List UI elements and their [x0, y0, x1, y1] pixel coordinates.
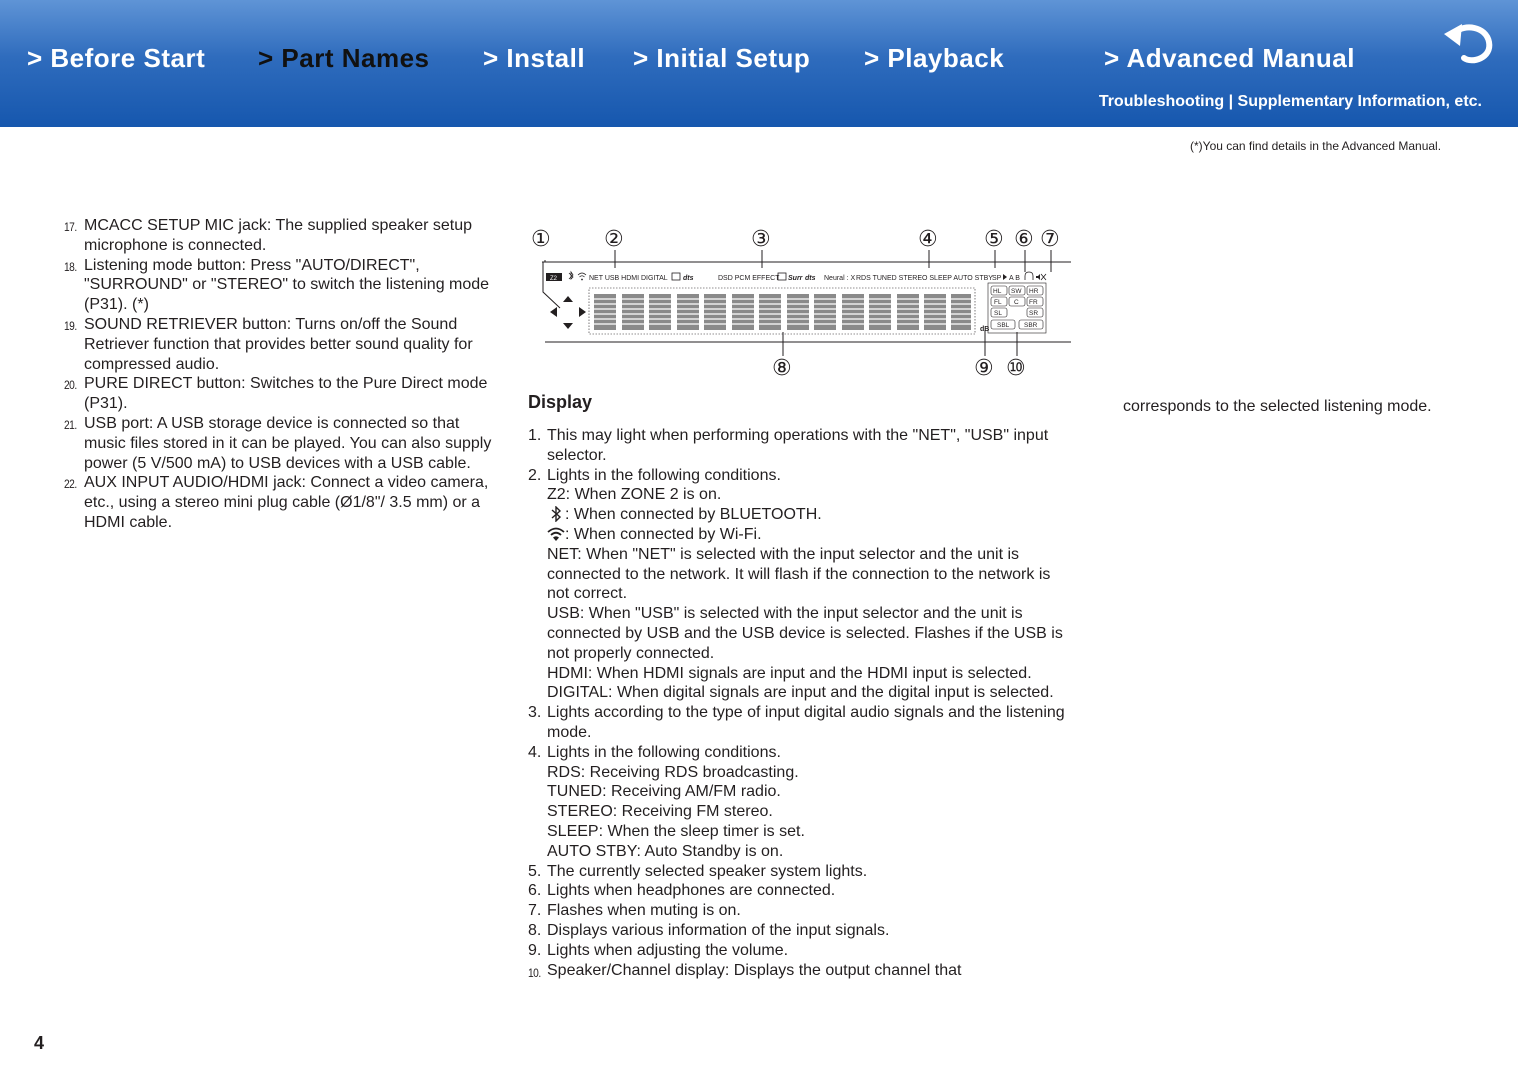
advanced-manual-footnote: (*)You can find details in the Advanced Manual. [1190, 139, 1442, 153]
indicator-dts: dts [683, 275, 694, 282]
headphone-icon [1025, 272, 1033, 280]
nav-before-start[interactable]: > Before Start [27, 43, 206, 73]
indicator-neural-x: Neural : X [824, 275, 856, 282]
indicator-sp: SP [992, 275, 1002, 282]
nav-playback[interactable]: > Playback [864, 43, 1005, 73]
sub-item-sleep: SLEEP: When the sleep timer is set. [547, 822, 805, 840]
item-text: PURE DIRECT button: Switches to the Pure Direct mode (P31). [84, 375, 488, 413]
top-navigation-bar [0, 0, 1518, 127]
sub-item-rds: RDS: Receiving RDS broadcasting. [547, 763, 799, 781]
callout-10: ⑩ [1006, 356, 1026, 381]
list-item [528, 743, 1073, 763]
list-item [528, 901, 1073, 921]
item-number: 3. [528, 704, 542, 722]
sub-item-wifi [528, 525, 1073, 545]
list-item [528, 941, 1073, 961]
list-item [64, 315, 494, 374]
list-item [528, 881, 1073, 901]
list-item [528, 862, 1073, 882]
item-text: Displays various information of the input signals. [547, 921, 890, 939]
indicator-net-usb-hdmi-digital: NET USB HDMI DIGITAL [589, 275, 668, 282]
speaker-hr: HR [1029, 288, 1039, 295]
list-item [528, 426, 1073, 466]
item-number: 2. [528, 466, 542, 484]
return-arrow-icon[interactable] [1442, 22, 1496, 66]
subnav-separator: | [1224, 93, 1238, 110]
nav-troubleshooting[interactable]: Troubleshooting [1098, 93, 1225, 110]
sub-item-auto-stby: AUTO STBY: Auto Standby is on. [547, 842, 784, 860]
item-text: Lights according to the type of input digital audio signals and the listening mode. [547, 704, 1065, 741]
item-text: The currently selected speaker system lights. [547, 862, 868, 880]
item-number: 8. [528, 921, 542, 939]
item-number: 17. [64, 220, 77, 234]
speaker-sl: SL [994, 310, 1002, 317]
dolby-icon [672, 273, 680, 280]
part-list-continued [64, 216, 494, 533]
nav-advanced-manual[interactable]: > Advanced Manual [1104, 43, 1355, 73]
nav-install[interactable]: > Install [483, 43, 586, 73]
item-number: 4. [528, 743, 542, 761]
bluetooth-icon [569, 272, 573, 279]
item-text: This may light when performing operations with the "NET", "USB" input selector. [547, 427, 1049, 464]
speaker-fl: FL [994, 299, 1002, 306]
item-text: Listening mode button: Press "AUTO/DIRECT", "SURROUND" or "STEREO" to switch the listening mode (P31). (*) [84, 256, 490, 314]
speaker-channel-display [988, 283, 1046, 333]
list-item [64, 414, 494, 473]
item-number: 7. [528, 902, 542, 920]
indicator-dsd-pcm-effect: DSD PCM EFFECT [718, 275, 780, 282]
list-item [528, 703, 1073, 743]
item-text: Lights in the following conditions. [547, 466, 781, 484]
item-number: 10. [528, 965, 541, 980]
z2-label: Z2 [550, 276, 558, 282]
speaker-hl: HL [993, 288, 1002, 295]
item-text: Lights in the following conditions. [547, 743, 781, 761]
item-number: 5. [528, 862, 542, 880]
speaker-c: C [1014, 299, 1019, 306]
sub-item-tuned: TUNED: Receiving AM/FM radio. [547, 783, 781, 801]
item-10-continuation: corresponds to the selected listening mode. [1123, 398, 1432, 415]
speaker-sr: SR [1029, 310, 1039, 317]
list-item [528, 921, 1073, 941]
item-text: SOUND RETRIEVER button: Turns on/off the Sound Retriever function that provides better sound quality for compressed audio. [84, 315, 473, 373]
callout-3: ③ [751, 227, 771, 252]
section-title-display: Display [528, 392, 593, 412]
sub-item-digital: DIGITAL: When digital signals are input and the digital input is selected. [547, 684, 1054, 702]
bluetooth-icon [547, 506, 565, 522]
indicator-dts-2: dts [805, 275, 816, 282]
character-dot-matrix [589, 288, 975, 334]
indicator-surr: Surr [788, 275, 803, 282]
nav-part-names[interactable]: > Part Names [258, 43, 430, 73]
item-number: 18. [64, 259, 77, 274]
sub-item-bluetooth [528, 505, 1073, 525]
callout-9: ⑨ [974, 356, 994, 381]
item-number: 21. [64, 417, 77, 432]
sub-item-z2: Z2: When ZONE 2 is on. [547, 486, 722, 504]
callout-4: ④ [918, 227, 938, 252]
callout-1: ① [531, 227, 551, 252]
nav-supplementary-information[interactable]: Supplementary Information, etc. [1237, 93, 1482, 110]
sub-item-usb: USB: When "USB" is selected with the input selector and the unit is connected by USB and the USB device is selected. Flashes if the USB is not properly connected. [547, 605, 1063, 662]
item-text: USB port: A USB storage device is connected so that music files stored in it can be played. You can also supply power (5 V/500 mA) to USB devices with a USB cable. [84, 414, 492, 472]
speaker-sbl: SBL [997, 322, 1010, 329]
speaker-sw: SW [1011, 288, 1022, 295]
indicator-speaker-ab: A B [1009, 275, 1020, 282]
item-text: Flashes when muting is on. [547, 902, 741, 920]
list-item [64, 216, 494, 256]
indicator-rds-tuned-stereo-sleep-auto-stby: RDS TUNED STEREO SLEEP AUTO STBY [856, 275, 993, 282]
mute-speaker-icon [1036, 274, 1040, 280]
list-item [64, 473, 494, 532]
display-panel-diagram [522, 220, 1072, 382]
speaker-sbr: SBR [1024, 322, 1038, 329]
item-text: Speaker/Channel display: Displays the output channel that [547, 961, 962, 979]
sub-item-stereo: STEREO: Receiving FM stereo. [547, 803, 773, 821]
list-item [64, 256, 494, 315]
nav-initial-setup[interactable]: > Initial Setup [633, 43, 811, 73]
item-text: MCACC SETUP MIC jack: The supplied speaker setup microphone is connected. [84, 217, 473, 254]
item-number: 1. [528, 427, 542, 444]
wifi-description: : When connected by Wi-Fi. [565, 525, 762, 543]
callout-5: ⑤ [984, 227, 1004, 252]
sub-item-net: NET: When "NET" is selected with the input selector and the unit is connected to the network. It will flash if the connection to the network is not correct. [547, 545, 1051, 603]
callout-7: ⑦ [1040, 227, 1060, 252]
db-indicator: dB [980, 326, 990, 333]
callout-8: ⑧ [772, 356, 792, 381]
callout-6: ⑥ [1014, 227, 1034, 252]
list-item [64, 374, 494, 414]
bluetooth-description: : When connected by BLUETOOTH. [565, 506, 822, 524]
cursor-indicator-icon [550, 296, 586, 329]
wifi-icon [578, 273, 586, 277]
item-number: 9. [528, 941, 542, 959]
list-item [528, 961, 1073, 981]
page-number: 4 [34, 1033, 45, 1053]
item-text: AUX INPUT AUDIO/HDMI jack: Connect a video camera, etc., using a stereo mini plug cable (Ø1/8"/ 3.5 mm) or a HDMI cable. [84, 474, 489, 531]
list-item [528, 466, 1073, 486]
item-text: Lights when headphones are connected. [547, 882, 836, 900]
wifi-icon [547, 526, 565, 542]
item-number: 6. [528, 882, 542, 900]
item-number: 20. [64, 378, 77, 393]
callout-2: ② [604, 227, 624, 252]
item-number: 19. [64, 318, 77, 333]
sub-navigation [1099, 93, 1482, 111]
sub-item-hdmi: HDMI: When HDMI signals are input and the HDMI input is selected. [547, 664, 1032, 682]
item-number: 22. [64, 477, 77, 492]
display-descriptions [528, 426, 1073, 980]
item-text: Lights when adjusting the volume. [547, 941, 789, 959]
speaker-fr: FR [1029, 299, 1038, 306]
